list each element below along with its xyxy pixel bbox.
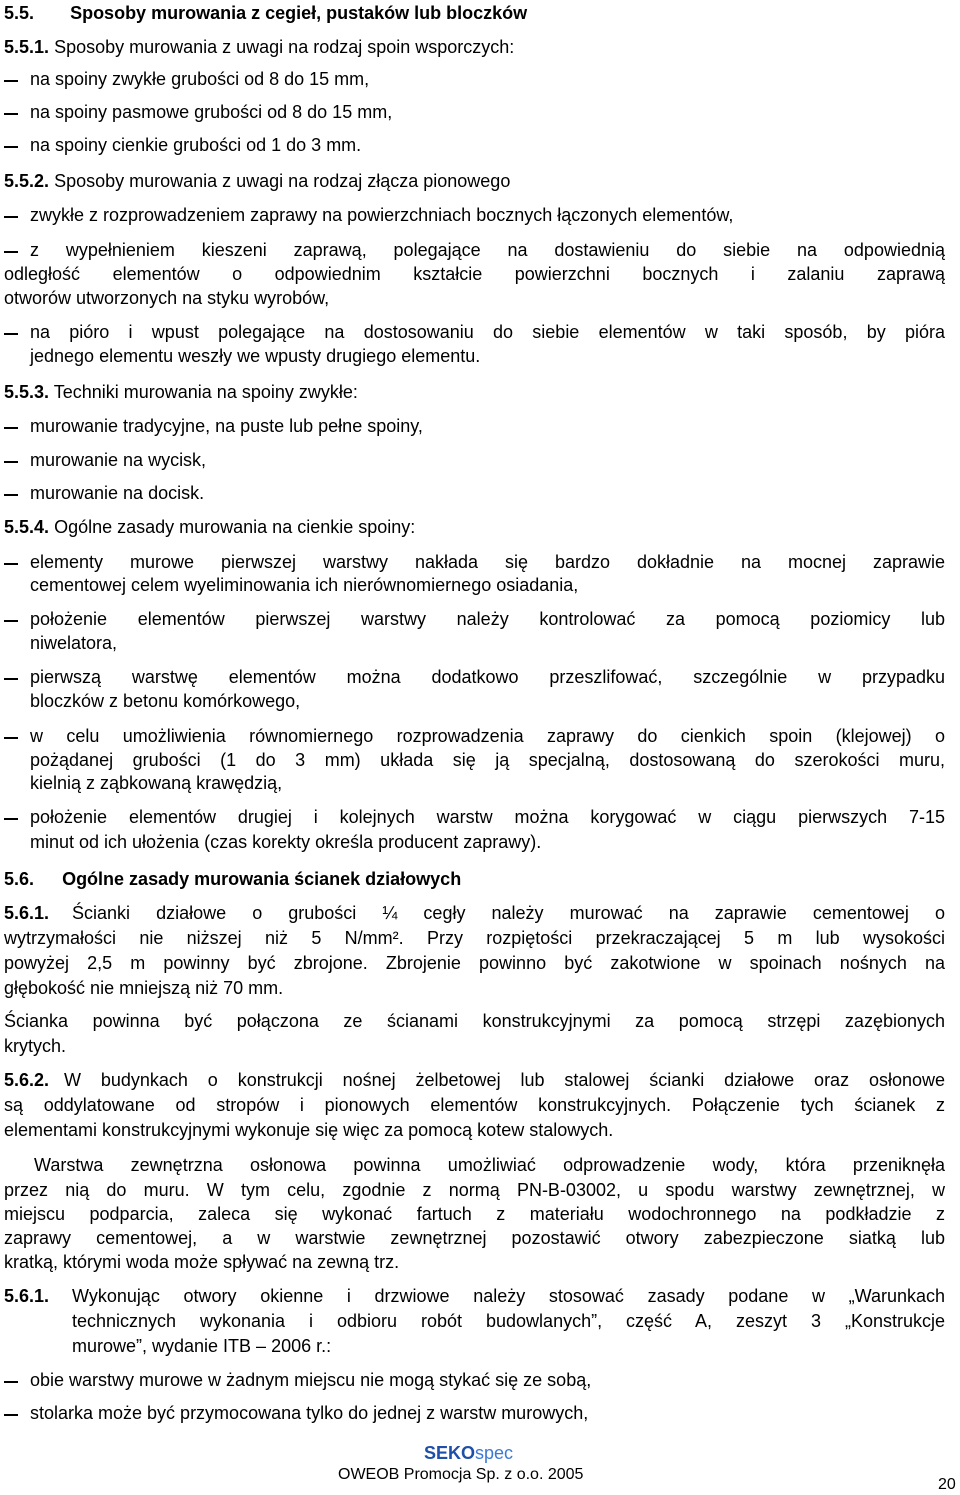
section-title: Ogólne zasady murowania ścianek działowych: [62, 869, 462, 889]
bullet-dash: [4, 333, 18, 335]
paragraph-line: Warstwa zewnętrzna osłonowa powinna umożliwiać odprowadzenie wody, która przeniknęła: [34, 1155, 945, 1175]
bullet-dash: [4, 1381, 18, 1383]
section-number: 5.5.2.: [4, 171, 50, 191]
paragraph-line: głębokość nie mniejszą niż 70 mm.: [4, 978, 284, 998]
list-item: obie warstwy murowe w żadnym miejscu nie mogą stykać się ze sobą,: [30, 1370, 592, 1390]
list-item-line: kielnią z ząbkowaną krawędzią,: [30, 773, 283, 793]
list-item-line: cementowej celem wyeliminowania ich nierównomiernego osiadania,: [30, 575, 579, 595]
bullet-dash: [4, 461, 18, 463]
paragraph-line: Ścianki działowe o grubości ¼ cegły należy murować na zaprawie cementowej o: [72, 903, 945, 923]
section-title: Sposoby murowania z uwagi na rodzaj złącza pionowego: [54, 171, 511, 191]
list-item: na spoiny cienkie grubości od 1 do 3 mm.: [30, 135, 362, 155]
list-item-line: pierwszą warstwę elementów można dodatkowo przeszlifować, szczególnie w przypadku: [30, 667, 945, 687]
bullet-dash: [4, 620, 18, 622]
subsection-5-5-1-heading: [4, 36, 514, 58]
section-number: 5.5.: [4, 3, 35, 23]
section-title: Ogólne zasady murowania na cienkie spoiny:: [54, 517, 416, 537]
sekospec-logo: [424, 1443, 513, 1464]
section-number: 5.5.1.: [4, 37, 50, 57]
list-item: murowanie na wycisk,: [30, 450, 207, 470]
list-item-line: z wypełnieniem kieszeni zaprawą, polegające na dostawieniu do siebie na odpowiednią: [30, 240, 945, 260]
paragraph-line: są oddylatowane od stropów i pionowych elementów konstrukcyjnych. Połączenie tych ścianek z: [4, 1095, 945, 1115]
paragraph-line: miejscu podparcia, zaleca się wykonać fartuch z materiału wodochronnego na podkładzie z: [4, 1204, 945, 1224]
subsection-5-5-2-heading: [4, 170, 510, 192]
list-item: zwykłe z rozprowadzeniem zaprawy na powierzchniach bocznych łączonych elementów,: [30, 205, 734, 225]
list-item: na spoiny pasmowe grubości od 8 do 15 mm,: [30, 102, 393, 122]
paragraph-line: Ścianka powinna być połączona ze ścianami konstrukcyjnymi za pomocą strzępi zazębionych: [4, 1011, 945, 1031]
paragraph-line: murowe”, wydanie ITB – 2006 r.:: [72, 1336, 332, 1356]
section-number: 5.6.: [4, 869, 35, 889]
section-number: 5.6.1.: [4, 1286, 50, 1306]
section-number: 5.6.1.: [4, 903, 50, 923]
logo-text-a: SEKO: [424, 1443, 476, 1463]
bullet-dash: [4, 216, 18, 218]
list-item-line: pożądanej grubości (1 do 3 mm) układa się ją specjalną, dostosowaną do szerokości muru,: [30, 750, 945, 770]
bullet-dash: [4, 494, 18, 496]
paragraph-line: krytych.: [4, 1036, 67, 1056]
paragraph-line: kratką, którymi woda może spływać na zewną trz.: [4, 1252, 400, 1272]
list-item-line: niwelatora,: [30, 633, 118, 653]
paragraph-line: powyżej 2,5 m powinny być zbrojone. Zbrojenie powinno być zakotwione w spoinach nośnych na: [4, 953, 945, 973]
logo-text-b: spec: [475, 1443, 514, 1463]
bullet-dash: [4, 146, 18, 148]
paragraph-line: technicznych wykonania i odbioru robót budowlanych”, część A, zeszyt 3 „Konstrukcje: [72, 1311, 945, 1331]
subsection-5-5-3-heading: [4, 381, 358, 403]
section-number: 5.5.3.: [4, 382, 50, 402]
list-item-line: odległość elementów o odpowiednim kształcie powierzchni bocznych i zalaniu zaprawą: [4, 264, 945, 284]
bullet-dash: [4, 678, 18, 680]
list-item-line: w celu umożliwienia równomiernego rozprowadzenia zaprawy do cienkich spoin (klejowej) o: [30, 726, 945, 746]
list-item-line: położenie elementów pierwszej warstwy należy kontrolować za pomocą poziomicy lub: [30, 609, 945, 629]
list-item: murowanie tradycyjne, na puste lub pełne spoiny,: [30, 416, 423, 436]
paragraph-line: W budynkach o konstrukcji nośnej żelbetowej lub stalowej ścianki działowe oraz osłonowe: [64, 1070, 945, 1090]
bullet-dash: [4, 737, 18, 739]
list-item-line: elementy murowe pierwszej warstwy nakłada się bardzo dokładnie na mocnej zaprawie: [30, 552, 945, 572]
bullet-dash: [4, 113, 18, 115]
paragraph-line: przez nią do muru. W tym celu, zgodnie z normą PN-B-03002, u spodu warstwy zewnętrznej, w: [4, 1180, 945, 1200]
list-item: stolarka może być przymocowana tylko do jednej z warstw murowych,: [30, 1403, 589, 1423]
bullet-dash: [4, 563, 18, 565]
list-item-line: jednego elementu weszły we wpusty drugiego elementu.: [30, 346, 481, 366]
section-title: Sposoby murowania z uwagi na rodzaj spoin wsporczych:: [54, 37, 515, 57]
subsection-5-5-4-heading: [4, 516, 415, 538]
footer-company: OWEOB Promocja Sp. z o.o. 2005: [338, 1466, 584, 1483]
bullet-dash: [4, 1414, 18, 1416]
list-item-line: położenie elementów drugiej i kolejnych warstw można korygować w ciągu pierwszych 7-15: [30, 807, 945, 827]
paragraph-line: Wykonując otwory okienne i drzwiowe należy stosować zasady podane w „Warunkach: [72, 1286, 945, 1306]
paragraph-line: elementami konstrukcyjnymi wykonuje się więc za pomocą kotew stalowych.: [4, 1120, 614, 1140]
section-title: Techniki murowania na spoiny zwykłe:: [53, 382, 358, 402]
section-5-6-heading: [4, 868, 461, 890]
section-number: 5.6.2.: [4, 1070, 50, 1090]
section-title: Sposoby murowania z cegieł, pustaków lub bloczków: [70, 3, 528, 23]
list-item-line: na pióro i wpust polegające na dostosowaniu do siebie elementów w taki sposób, by pióra: [30, 322, 945, 342]
list-item-line: minut od ich ułożenia (czas korekty określa producent zaprawy).: [30, 832, 542, 852]
section-number: 5.5.4.: [4, 517, 50, 537]
page-number: 20: [938, 1476, 956, 1493]
bullet-dash: [4, 427, 18, 429]
list-item-line: bloczków z betonu komórkowego,: [30, 691, 301, 711]
paragraph-line: zaprawy cementowej, a w warstwie zewnętrznej pozostawić otwory zabezpieczone siatką lub: [4, 1228, 945, 1248]
paragraph-line: wytrzymałości nie niższej niż 5 N/mm². Przy rozpiętości przekraczającej 5 m lub wysokości: [4, 928, 945, 948]
list-item: murowanie na docisk.: [30, 483, 205, 503]
list-item-line: otworów utworzonych na styku wyrobów,: [4, 288, 330, 308]
list-item: na spoiny zwykłe grubości od 8 do 15 mm,: [30, 69, 370, 89]
bullet-dash: [4, 251, 18, 253]
bullet-dash: [4, 818, 18, 820]
section-5-5-heading: [4, 2, 527, 24]
bullet-dash: [4, 80, 18, 82]
